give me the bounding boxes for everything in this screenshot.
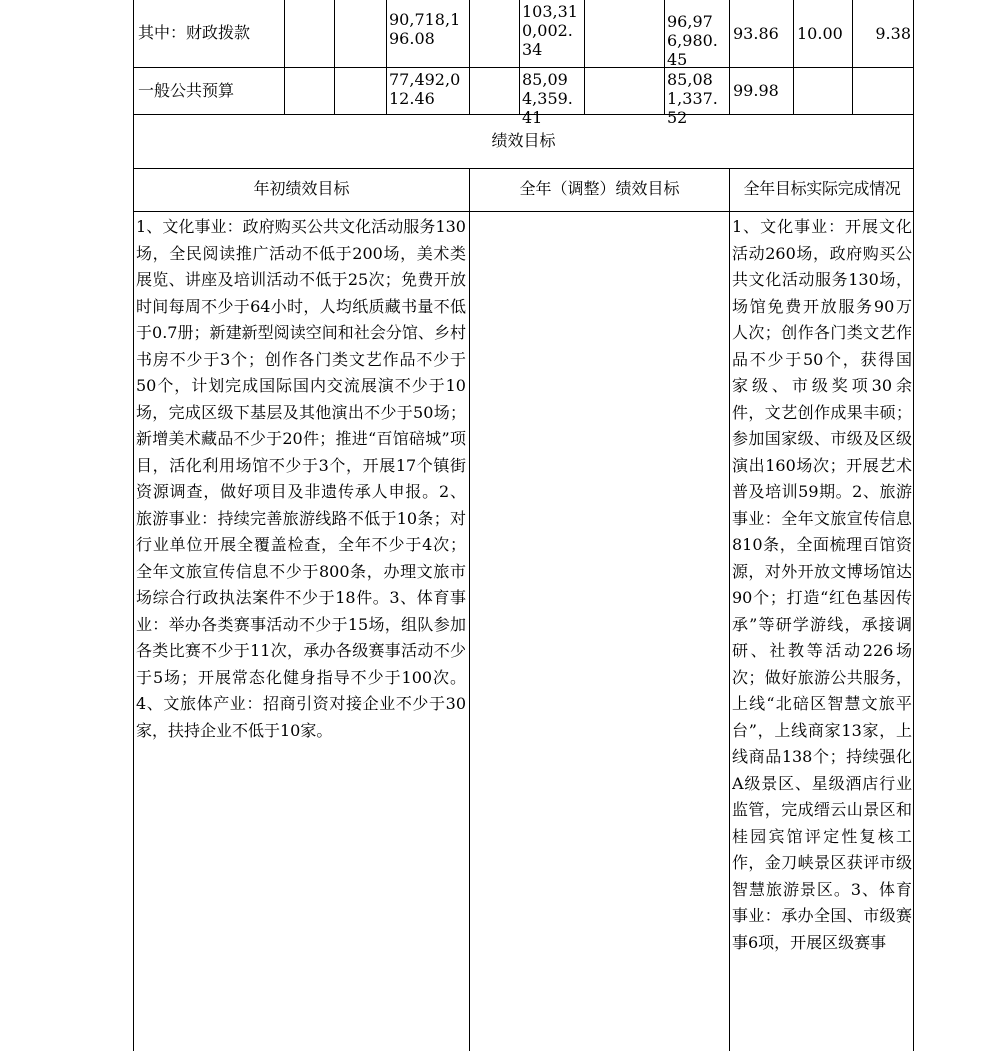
grid-line bbox=[284, 0, 285, 114]
grid-line bbox=[852, 0, 853, 114]
grid-line bbox=[469, 0, 470, 114]
row-label-general-budget: 一般公共预算 bbox=[138, 81, 235, 100]
general-actual: 85,081,337.52 bbox=[667, 70, 718, 127]
general-execution-rate: 99.98 bbox=[733, 81, 779, 100]
grid-line bbox=[133, 168, 914, 169]
grid-line bbox=[334, 0, 335, 114]
header-actual-completion: 全年目标实际完成情况 bbox=[743, 179, 901, 198]
grid-line bbox=[729, 168, 730, 1051]
grid-line bbox=[913, 0, 914, 1051]
grid-line bbox=[133, 67, 914, 68]
grid-line bbox=[133, 0, 134, 1051]
header-adjusted-goals: 全年（调整）绩效目标 bbox=[519, 179, 680, 198]
fiscal-score: 9.38 bbox=[875, 24, 911, 43]
section-title-performance-goals: 绩效目标 bbox=[491, 131, 556, 150]
general-adjusted-budget: 85,094,359.41 bbox=[522, 70, 573, 127]
fiscal-weight: 10.00 bbox=[797, 24, 843, 43]
fiscal-initial-budget: 90,718,196.08 bbox=[389, 10, 461, 48]
fiscal-actual: 96,976,980.45 bbox=[667, 12, 718, 69]
grid-line bbox=[664, 0, 665, 114]
grid-line bbox=[133, 211, 914, 212]
grid-line bbox=[584, 0, 585, 114]
row-label-fiscal-allocation: 其中：财政拨款 bbox=[138, 23, 251, 42]
general-initial-budget: 77,492,012.46 bbox=[389, 70, 461, 108]
grid-line bbox=[793, 0, 794, 114]
grid-line bbox=[519, 0, 520, 114]
grid-line bbox=[729, 0, 730, 114]
grid-line bbox=[386, 0, 387, 114]
grid-line bbox=[469, 168, 470, 1051]
initial-goals-text: 1、文化事业：政府购买公共文化活动服务130场，全民阅读推广活动不低于200场，美术类展览、讲座及培训活动不低于25次；免费开放时间每周不少于64小时，人均纸质藏书量不低于0.7册；新建新型阅读空间和社会分馆、乡村书房不少于3个；创作各门类文艺作品不少于50个，计划完成国际国内交流展演不少于10场，完成区级下基层及其他演出不少于50场；新增美术藏品不少于20件；推进“百馆碚城”项目，活化利用场馆不少于3个，开展17个镇街资源调查，做好项目及非遗传承人申报。2、旅游事业：持续完善旅游线路不低于10条；对行业单位开展全覆盖检查，全年不少于4次；全年文旅宣传信息不少于800条，办理文旅市场综合行政执法案件不少于18件。3、体育事业：举办各类赛事活动不少于15场，组队参加各类比赛不少于11次，承办各级赛事活动不少于5场；开展常态化健身指导不少于100次。4、文旅体产业：招商引资对接企业不少于30家，扶持企业不低于10家。 bbox=[136, 217, 466, 740]
header-initial-goals: 年初绩效目标 bbox=[253, 179, 350, 198]
fiscal-execution-rate: 93.86 bbox=[733, 24, 779, 43]
actual-completion-text: 1、文化事业：开展文化活动260场，政府购买公共文化活动服务130场，场馆免费开放服务90万人次；创作各门类文艺作品不少于50个，获得国家级、市级奖项30余件，文艺创作成果丰硕；参加国家级、市级及区级演出160场次；开展艺术普及培训59期。2、旅游事业：全年文旅宣传信息810条，全面梳理百馆资源，对外开放文博场馆达90个；打造“红色基因传承”等研学游线，承接调研、社教等活动226场次；做好旅游公共服务，上线“北碚区智慧文旅平台”，上线商家13家，上线商品138个；持续强化A级景区、星级酒店行业监管，完成缙云山景区和桂园宾馆评定性复核工作，金刀峡景区获评市级智慧旅游景区。3、体育事业：承办全国、市级赛事6项，开展区级赛事 bbox=[732, 217, 912, 952]
fiscal-adjusted-budget: 103,310,002.34 bbox=[522, 2, 578, 59]
